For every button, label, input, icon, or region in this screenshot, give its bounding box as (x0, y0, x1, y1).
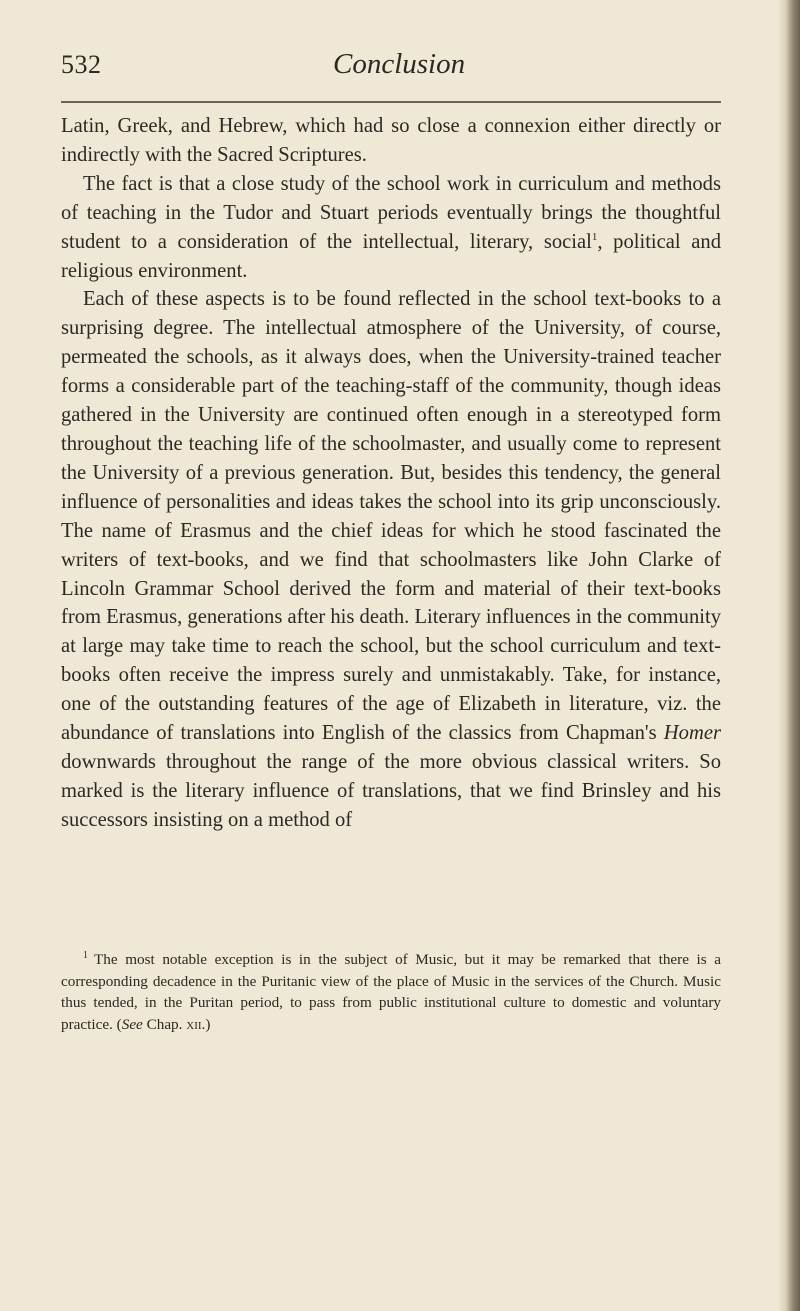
paragraph-2-text-end: , political and religious environment. (61, 230, 721, 282)
footnote-text: The most notable exception is in the subject of Music, but it may be remarked that there is a corresponding decadence in the Puritanic view of the place of Music in the services of the Church. Music thus tended, in the Puritan period, to pass from public institutional culture to domestic and voluntary practice. (61, 951, 721, 1033)
page-header (61, 40, 721, 96)
body-text (61, 112, 721, 835)
italic-title-homer: Homer (663, 722, 721, 745)
footnote-mark: 1 (83, 949, 88, 961)
footnote-see: See (121, 1015, 143, 1033)
paragraph-1: Latin, Greek, and Hebrew, which had so close a connexion either directly or indirectly with the Sacred Scriptures. (61, 115, 721, 166)
footnote-chapter-number: xii (186, 1015, 202, 1033)
header-rule (61, 101, 721, 103)
paragraph-3-text: Each of these aspects is to be found reflected in the school text-books to a surprising degree. The intellectual atmosphere of the University, of course, permeated the schools, as it always does, when the University-trained teacher forms a considerable part of the teaching-staff of the community, though ideas gathered in the University are continued often enough in a stereotyped form throughout the teaching life of the schoolmaster, and usually come to represent the University of a previous generation. But, besides this tendency, the general influence of personalities and ideas takes the school into its grip unconsciously. The name of Erasmus and the chief ideas for which he stood fascinated the writers of text-books, and we find that schoolmasters like John Clarke of Lincoln Grammar School derived the form and material of their text-books from Erasmus, generations after his death. Literary influences in the community at large may take time to reach the school, but the school curriculum and text-books often receive the impress surely and unmistakably. Take, for instance, one of the outstanding features of the age of Elizabeth in literature, viz. the abundance of translations into English of the classics from Chapman's (61, 288, 721, 745)
footnote-reference: 1 (591, 230, 598, 243)
footnote (61, 949, 721, 1035)
paragraph-3 (61, 285, 721, 834)
paragraph-2 (61, 170, 721, 286)
footnote-see-chap: Chap. (146, 1015, 183, 1033)
footnote-see-open: ( (116, 1015, 122, 1033)
running-head: Conclusion (333, 48, 466, 80)
page-number: 532 (61, 50, 102, 79)
footnote-see-close: .) (201, 1015, 211, 1033)
paragraph-2-text: The fact is that a close study of the school work in curriculum and methods of teaching in the Tudor and Stuart periods eventually brings the thoughtful student to a consideration of the intellectual, literary, social (61, 172, 721, 253)
paragraph-3-text-end: downwards throughout the range of the more obvious classical writers. So marked is the literary influence of translations, that we find Brinsley and his successors insisting on a method of (61, 750, 721, 831)
page-edge-shadow (778, 0, 800, 1311)
